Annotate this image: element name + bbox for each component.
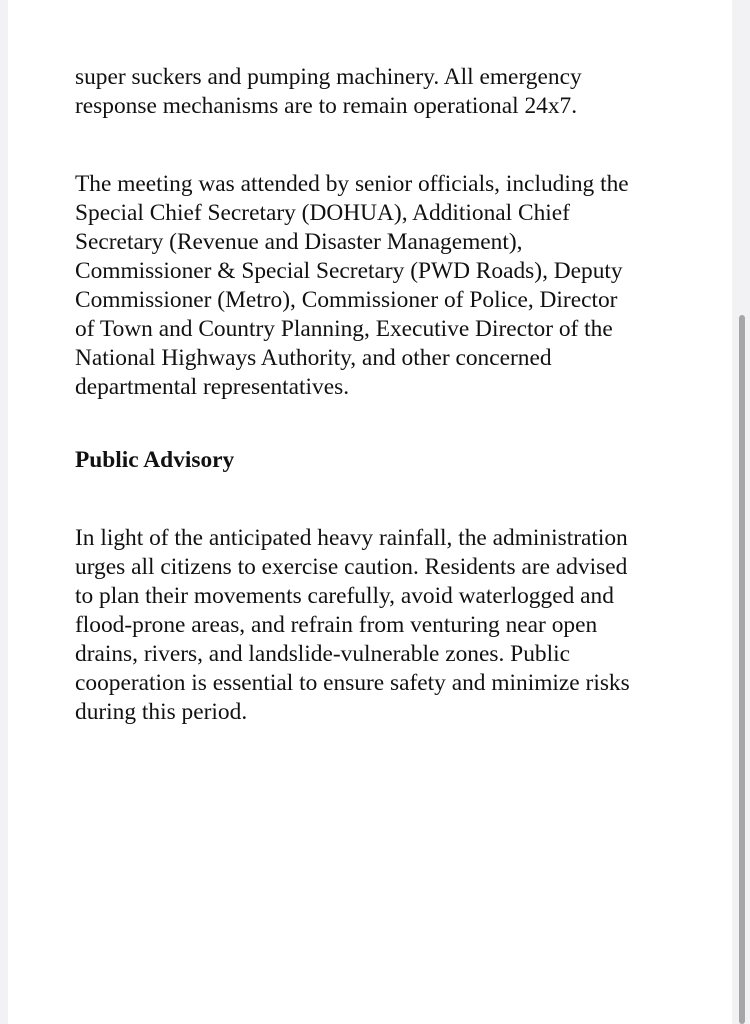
text-line: Commissioner & Special Secretary (PWD Roads), Deputy bbox=[75, 258, 623, 284]
document-content bbox=[75, 63, 695, 725]
document-page bbox=[8, 0, 732, 1024]
vertical-scrollbar[interactable] bbox=[739, 315, 745, 1024]
text-line: super suckers and pumping machinery. All emergency bbox=[75, 64, 582, 90]
section-heading-public-advisory: Public Advisory bbox=[75, 447, 235, 473]
text-line: In light of the anticipated heavy rainfall, the administration bbox=[75, 525, 628, 551]
text-line: The meeting was attended by senior officials, including the bbox=[75, 171, 629, 197]
text-line: Commissioner (Metro), Commissioner of Police, Director bbox=[75, 287, 618, 313]
text-line: during this period. bbox=[75, 699, 248, 725]
text-line: cooperation is essential to ensure safety and minimize risks bbox=[75, 670, 630, 696]
paragraph-emergency-response bbox=[75, 63, 695, 121]
text-line: urges all citizens to exercise caution. Residents are advised bbox=[75, 554, 628, 580]
text-line: National Highways Authority, and other concerned bbox=[75, 345, 552, 371]
text-line: Secretary (Revenue and Disaster Management), bbox=[75, 229, 523, 255]
text-line: Special Chief Secretary (DOHUA), Additional Chief bbox=[75, 200, 570, 226]
text-line: to plan their movements carefully, avoid waterlogged and bbox=[75, 583, 614, 609]
text-line: of Town and Country Planning, Executive Director of the bbox=[75, 316, 613, 342]
text-line: departmental representatives. bbox=[75, 374, 350, 400]
paragraph-meeting-attendees bbox=[75, 170, 629, 402]
text-line: response mechanisms are to remain operational 24x7. bbox=[75, 93, 578, 119]
text-line: flood-prone areas, and refrain from venturing near open bbox=[75, 612, 598, 638]
text-line: drains, rivers, and landslide-vulnerable zones. Public bbox=[75, 641, 570, 667]
paragraph-public-advisory bbox=[75, 524, 630, 727]
